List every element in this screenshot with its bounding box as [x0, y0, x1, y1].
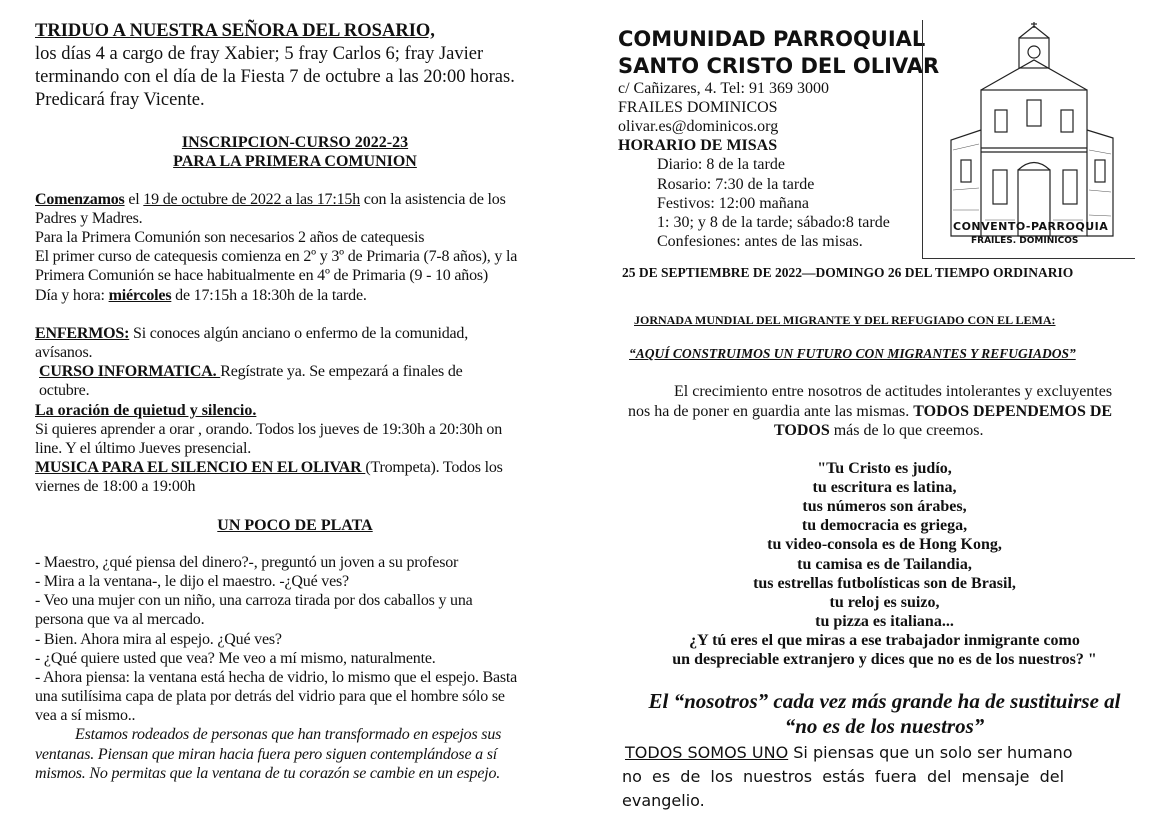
parish-email: olivar.es@dominicos.org [618, 118, 779, 135]
triduo-line-2: terminando con el día de la Fiesta 7 de octubre a las 20:00 horas. [35, 67, 515, 87]
horario-line-2: Rosario: 7:30 de la tarde [657, 176, 815, 193]
poem-line-8: tu reloj es suizo, [829, 594, 940, 611]
curso-label: CURSO INFORMATICA. [39, 363, 221, 380]
oracion-line-1: Si quieres aprender a orar , orando. Todos los jueves de 19:30h a 20:30h on [35, 421, 503, 438]
triduo-line-3: Predicará fray Vicente. [35, 90, 205, 110]
enfermos-label: ENFERMOS: [35, 325, 130, 342]
poem-line-9: tu pizza es italiana... [815, 613, 954, 630]
todos-line-2: no es de los nuestros estás fuera del mensaje del [622, 767, 1065, 786]
plata-line-3: - Veo una mujer con un niño, una carroza tirada por dos caballos y una [35, 592, 473, 609]
plata-line-5: - Bien. Ahora mira al espejo. ¿Qué ves? [35, 631, 282, 648]
crecimiento-line-3 [774, 421, 983, 440]
plata-italic-3: mismos. No permitas que la ventana de tu corazón se cambie en un espejo. [35, 765, 501, 782]
plata-line-4: persona que va al mercado. [35, 611, 205, 628]
crecimiento-line-3-bold: TODOS [774, 422, 830, 439]
triduo-title: TRIDUO A NUESTRA SEÑORA DEL ROSARIO, [35, 21, 435, 41]
parish-address: c/ Cañizares, 4. Tel: 91 369 3000 [618, 80, 829, 97]
oracion-line-2: line. Y el último Jueves presencial. [35, 440, 251, 457]
crecimiento-line-2 [628, 402, 1112, 421]
poem-line-3: tus números son árabes, [802, 498, 967, 515]
comenzamos-el: el [124, 191, 144, 208]
lema-line: “AQUÍ CONSTRUIMOS UN FUTURO CON MIGRANTES Y REFUGIADOS” [629, 346, 1076, 361]
inscripcion-line-3: El primer curso de catequesis comienza en 2º y 3º de Primaria (7-8 años), y la [35, 248, 518, 265]
parish-frailes: FRAILES DOMINICOS [618, 99, 778, 116]
dia-hora-line [35, 286, 367, 305]
todos-line-3: evangelio. [622, 791, 705, 810]
curso-line-2: octubre. [39, 382, 90, 399]
church-image [922, 20, 1135, 259]
plata-line-6: - ¿Qué quiere usted que vea? Me veo a mí mismo, naturalmente. [35, 650, 436, 667]
poem-line-6: tu camisa es de Tailandia, [797, 556, 972, 573]
horario-line-1: Diario: 8 de la tarde [657, 156, 785, 173]
right-column [600, 0, 1169, 826]
poem-line-5: tu video-consola es de Hong Kong, [767, 536, 1002, 553]
dia-rest: de 17:15h a 18:30h de la tarde. [171, 287, 367, 304]
plata-title: UN POCO DE PLATA [217, 517, 373, 534]
inscripcion-line-2: Para la Primera Comunión son necesarios 2 años de catequesis [35, 229, 425, 246]
inscripcion-line-4: Primera Comunión se hace habitualmente en 4º de Primaria (9 - 10 años) [35, 267, 489, 284]
horario-line-5: Confesiones: antes de las misas. [657, 233, 863, 250]
horario-title: HORARIO DE MISAS [618, 137, 778, 154]
church-caption-2: FRAILES. DOMINICOS [971, 236, 1079, 246]
parish-title-1: COMUNIDAD PARROQUIAL [618, 27, 926, 51]
dia-day: miércoles [108, 287, 172, 304]
date-line: 25 DE SEPTIEMBRE DE 2022—DOMINGO 26 DEL TIEMPO ORDINARIO [622, 265, 1074, 280]
crecimiento-line-1: El crecimiento entre nosotros de actitudes intolerantes y excluyentes [674, 383, 1113, 400]
inscripcion-title-2: PARA LA PRIMERA COMUNION [173, 153, 417, 170]
todos-line-1 [625, 741, 1073, 764]
inscripcion-title-1: INSCRIPCION-CURSO 2022-23 [181, 134, 409, 151]
left-column [0, 0, 580, 826]
inscripcion-line-1: Padres y Madres. [35, 210, 143, 227]
enfermos-line-2: avísanos. [35, 344, 93, 361]
crecimiento-line-2-bold: TODOS DEPENDEMOS DE [913, 403, 1113, 420]
plata-line-9: vea a sí mismo.. [35, 707, 136, 724]
poem-line-2: tu escritura es latina, [812, 479, 957, 496]
parish-title-2: SANTO CRISTO DEL OLIVAR [618, 54, 940, 78]
oracion-title: La oración de quietud y silencio. [35, 402, 257, 419]
plata-italic-2: ventanas. Piensan que miran hacia fuera pero siguen contemplándose a sí [35, 746, 498, 763]
plata-line-7: - Ahora piensa: la ventana está hecha de vidrio, lo mismo que el espejo. Basta [35, 669, 518, 686]
poem-line-1: "Tu Cristo es judío, [817, 460, 952, 477]
comenzamos-line [35, 190, 506, 209]
musica-line-1 [35, 458, 503, 477]
horario-line-3: Festivos: 12:00 mañana [657, 195, 809, 212]
crecimiento-line-3-plain: más de lo que creemos. [829, 422, 984, 439]
musica-text-1: (Trompeta). Todos los [365, 459, 503, 476]
dia-prefix: Día y hora: [35, 287, 109, 304]
comenzamos-date: 19 de octubre de 2022 a las 17:15h [143, 191, 360, 208]
curso-line-1 [39, 362, 463, 381]
todos-label: TODOS SOMOS UNO [625, 743, 789, 762]
comenzamos-rest: con la asistencia de los [360, 191, 506, 208]
jornada-line: JORNADA MUNDIAL DEL MIGRANTE Y DEL REFUGIADO CON EL LEMA: [634, 313, 1056, 327]
comenzamos-label: Comenzamos [35, 191, 125, 208]
musica-label: MUSICA PARA EL SILENCIO EN EL OLIVAR [35, 459, 366, 476]
nosotros-line-1: El “nosotros” cada vez más grande ha de sustituirse al [648, 689, 1121, 713]
plata-line-2: - Mira a la ventana-, le dijo el maestro. -¿Qué ves? [35, 573, 349, 590]
crecimiento-line-2-plain: nos ha de poner en guardia ante las mismas. [628, 403, 914, 420]
poem-line-10: ¿Y tú eres el que miras a ese trabajador inmigrante como [689, 632, 1080, 649]
musica-line-2: viernes de 18:00 a 19:00h [35, 478, 196, 495]
enfermos-line-1 [35, 324, 468, 343]
church-caption-1: CONVENTO-PARROQUIA [953, 220, 1109, 233]
triduo-line-1: los días 4 a cargo de fray Xabier; 5 fray Carlos 6; fray Javier [35, 44, 484, 64]
curso-text-1: Regístrate ya. Se empezará a finales de [220, 363, 463, 380]
enfermos-text-1: Si conoces algún anciano o enfermo de la comunidad, [129, 325, 469, 342]
plata-italic-1: Estamos rodeados de personas que han transformado en espejos sus [75, 726, 502, 743]
todos-text-1: Si piensas que un solo ser humano [788, 743, 1073, 762]
poem-line-7: tus estrellas futbolísticas son de Brasil, [753, 575, 1016, 592]
nosotros-line-2: “no es de los nuestros” [784, 714, 985, 738]
poem-line-11: un despreciable extranjero y dices que no es de los nuestros? " [672, 651, 1097, 668]
horario-line-4: 1: 30; y 8 de la tarde; sábado:8 tarde [657, 214, 890, 231]
plata-line-8: una sutilísima capa de plata por detrás del vidrio para que el hombre sólo se [35, 688, 505, 705]
poem-line-4: tu democracia es griega, [801, 517, 968, 534]
plata-line-1: - Maestro, ¿qué piensa del dinero?-, preguntó un joven a su profesor [35, 554, 459, 571]
